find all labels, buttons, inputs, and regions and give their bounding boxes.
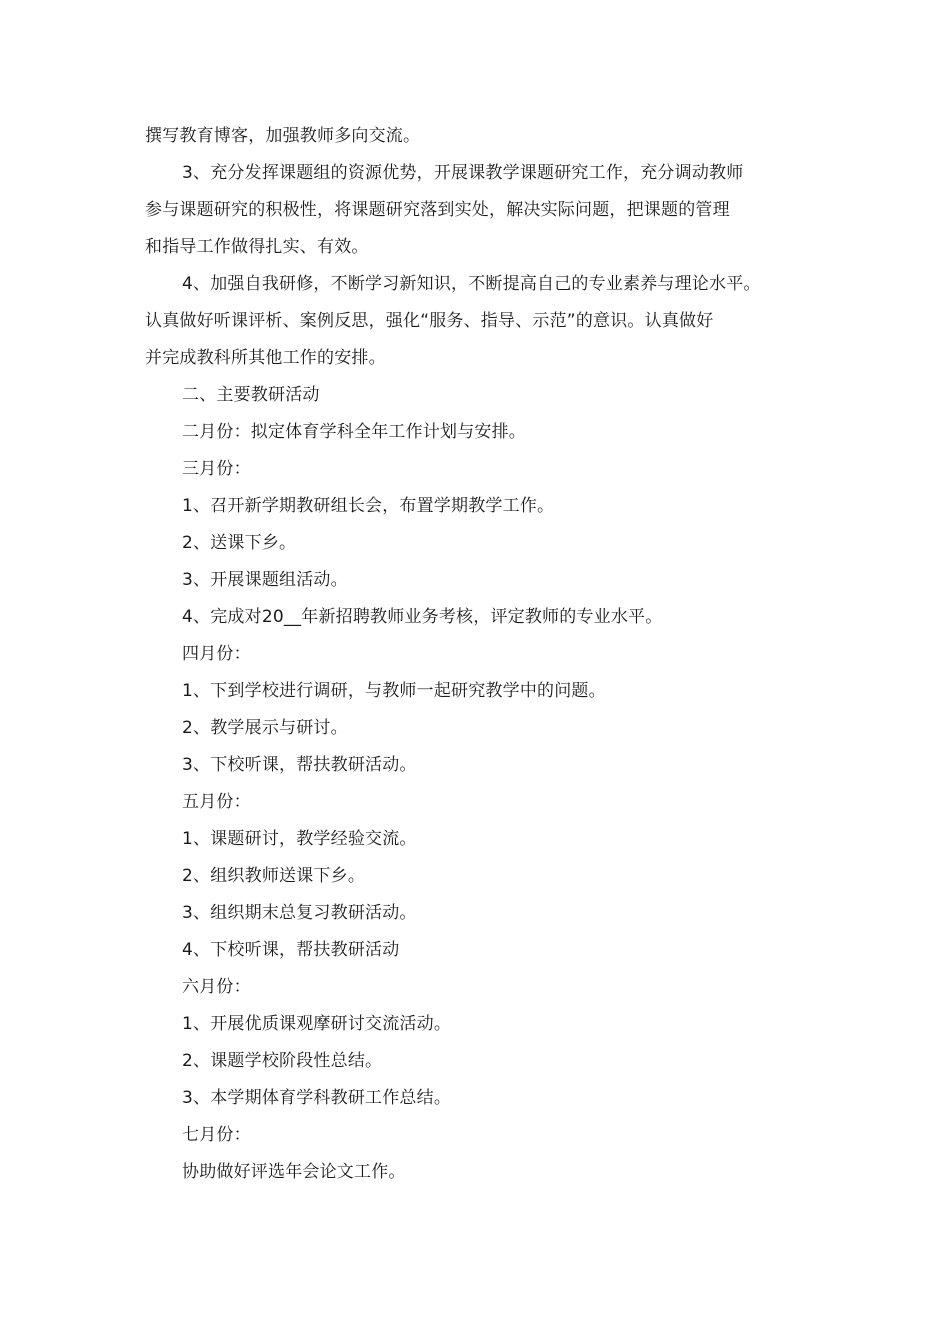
list-item: 4、完成对20__年新招聘教师业务考核，评定教师的专业水平。 [182,607,663,627]
list-item: 协助做好评选年会论文工作。 [182,1162,406,1182]
month-heading: 五月份： [182,792,251,812]
list-item: 1、召开新学期教研组长会，布置学期教学工作。 [182,496,555,516]
list-item: 3、本学期体育学科教研工作总结。 [182,1088,452,1108]
list-item: 2、送课下乡。 [182,533,297,553]
paragraph-line: 和指导工作做得扎实、有效。 [145,237,369,257]
list-item: 1、课题研讨，教学经验交流。 [182,829,417,849]
paragraph-line: 参与课题研究的积极性，将课题研究落到实处，解决实际问题，把课题的管理 [145,200,730,220]
list-item: 3、组织期末总复习教研活动。 [182,903,417,923]
paragraph-line: 并完成教科所其他工作的安排。 [145,348,386,368]
paragraph-line: 认真做好听课评析、案例反思，强化“服务、指导、示范”的意识。认真做好 [145,311,714,331]
document-body [145,118,825,1191]
list-item: 2、教学展示与研讨。 [182,718,348,738]
month-heading: 七月份： [182,1125,251,1145]
month-item: 二月份：拟定体育学科全年工作计划与安排。 [182,422,526,442]
paragraph-line: 3、充分发挥课题组的资源优势，开展课教学课题研究工作，充分调动教师 [182,163,744,183]
list-item: 3、下校听课，帮扶教研活动。 [182,755,417,775]
list-item: 1、开展优质课观摩研讨交流活动。 [182,1014,452,1034]
paragraph-line: 4、加强自我研修，不断学习新知识，不断提高自己的专业素养与理论水平。 [182,274,761,294]
list-item: 2、组织教师送课下乡。 [182,866,366,886]
list-item: 3、开展课题组活动。 [182,570,348,590]
paragraph-line: 撰写教育博客，加强教师多向交流。 [145,126,421,146]
month-heading: 三月份： [182,459,251,479]
list-item: 2、课题学校阶段性总结。 [182,1051,383,1071]
month-heading: 四月份： [182,644,251,664]
list-item: 4、下校听课，帮扶教研活动 [182,940,400,960]
section-heading: 二、主要教研活动 [182,385,320,405]
month-heading: 六月份： [182,977,251,997]
list-item: 1、下到学校进行调研，与教师一起研究教学中的问题。 [182,681,606,701]
